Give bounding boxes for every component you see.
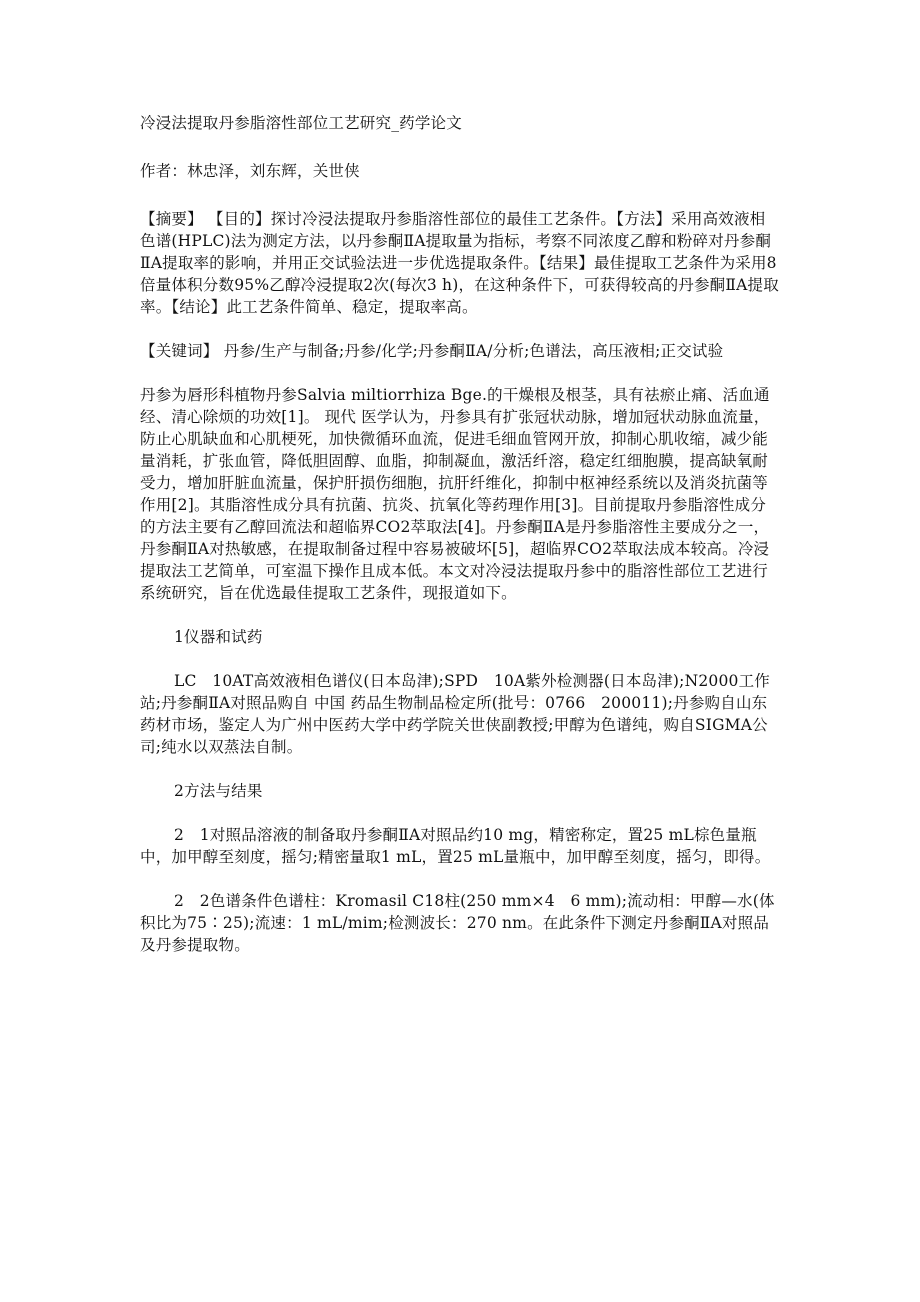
document-page: [140, 112, 780, 978]
keywords-paragraph: 【关键词】 丹参/生产与制备;丹参/化学;丹参酮ⅡA/分析;色谱法，高压液相;正交试验: [140, 342, 724, 360]
section-2-2-paragraph: 2 2色谱条件色谱柱：Kromasil C18柱(250 mm×4 6 mm);流动相：甲醇—水(体积比为75∶25);流速：1 mL/mim;检测波长：270 nm。在此条件下测定丹参酮ⅡA对照品及丹参提取物。: [140, 892, 775, 954]
intro-paragraph: 丹参为唇形科植物丹参Salvia miltiorrhiza Bge.的干燥根及根茎，具有祛瘀止痛、活血通经、清心除烦的功效[1]。 现代 医学认为，丹参具有扩张冠状动脉，增加冠状动脉血流量，防止心肌缺血和心肌梗死，加快微循环血流，促进毛细血管网开放，抑制心肌收缩，减少能量消耗，扩张血管，降低胆固醇、血脂，抑制凝血，激活纤溶，稳定红细胞膜，提高缺氧耐受力，增加肝脏血流量，保护肝损伤细胞，抗肝纤维化，抑制中枢神经系统以及消炎抗菌等作用[2]。其脂溶性成分具有抗菌、抗炎、抗氧化等药理作用[3]。目前提取丹参脂溶性成分的方法主要有乙醇回流法和超临界CO2萃取法[4]。丹参酮ⅡA是丹参脂溶性主要成分之一，丹参酮ⅡA对热敏感，在提取制备过程中容易被破坏[5]，超临界CO2萃取法成本较高。冷浸提取法工艺简单，可室温下操作且成本低。本文对冷浸法提取丹参中的脂溶性部位工艺进行系统研究，旨在优选最佳提取工艺条件，现报道如下。: [140, 386, 770, 602]
section-1-heading: 1仪器和试药: [174, 628, 263, 646]
section-1-body: LC 10AT高效液相色谱仪(日本岛津);SPD 10A紫外检测器(日本岛津);N2000工作站;丹参酮ⅡA对照品购自 中国 药品生物制品检定所(批号：0766 200011);丹参购自山东药材市场，鉴定人为广州中医药大学中药学院关世侠副教授;甲醇为色谱纯，购自SIGMA公司;纯水以双蒸法自制。: [140, 672, 770, 756]
section-2-1-paragraph: 2 1对照品溶液的制备取丹参酮ⅡA对照品约10 mg，精密称定，置25 mL棕色量瓶中，加甲醇至刻度，摇匀;精密量取1 mL，置25 mL量瓶中，加甲醇至刻度，摇匀，即得。: [140, 826, 771, 866]
abstract-paragraph: 【摘要】 【目的】探讨冷浸法提取丹参脂溶性部位的最佳工艺条件。【方法】采用高效液相色谱(HPLC)法为测定方法，以丹参酮ⅡA提取量为指标，考察不同浓度乙醇和粉碎对丹参酮ⅡA提取率的影响，并用正交试验法进一步优选提取条件。【结果】最佳提取工艺条件为采用8倍量体积分数95%乙醇冷浸提取2次(每次3 h)，在这种条件下，可获得较高的丹参酮ⅡA提取率。【结论】此工艺条件简单、稳定，提取率高。: [140, 210, 779, 316]
document-title: 冷浸法提取丹参脂溶性部位工艺研究_药学论文: [140, 114, 462, 132]
section-2-heading: 2方法与结果: [174, 782, 263, 800]
authors-line: 作者：林忠泽，刘东辉，关世侠: [140, 162, 360, 180]
